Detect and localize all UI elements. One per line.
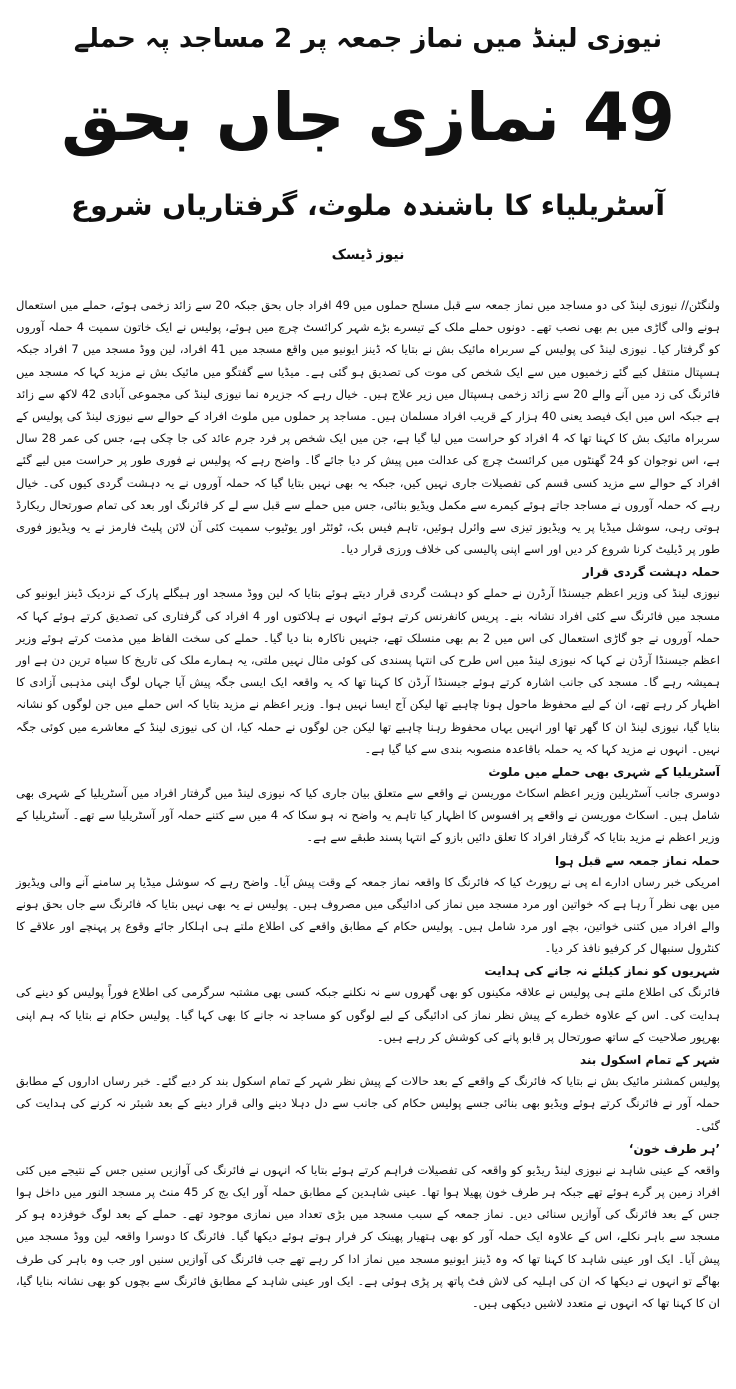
article-body: [16, 294, 720, 1314]
article-paragraph-2: نیوزی لینڈ کی وزیر اعظم جیسنڈا آرڈرن نے حملے کو دہشت گردی قرار دیتے ہوئے بتایا کہ لین ووڈ مسجد اور ہیگلے پارک کے نزدیک ڈینز ایونیو کی مسجد میں فائرنگ سے کئی افراد نشانہ بنے۔ پریس کانفرنس کرتے ہوئے انہوں نے ہلاکتوں اور 4 افراد کی گرفتاری کی تصدیق کرتے ہوئے کہا کہ حملہ آوروں نے جو گاڑی استعمال کی اس میں 2 بم بھی منسلک تھے، جنہیں ناکارہ بنا دیا گیا۔ حملے کی سخت الفاظ میں مذمت کرتے ہوئے وزیر اعظم جیسنڈا آرڈن نے کہا کہ نیوزی لینڈ میں اس طرح کی انتہا پسندی کی کوئی مثال نہیں ملتی، یہ ہمارے ملک کی تاریخ کا سیاہ ترین دن ہے اور ہمیشہ رہے گا۔ مسجد کی جانب اشارہ کرتے ہوئے جیسنڈا آرڈن کا کہنا تھا کہ یہ واقعہ ایک ایسی جگہ پیش آیا جہاں لوگ اپنی مذہبی آزادی کا اظہار کر رہے تھے، ان کے لیے محفوظ ماحول ہونا چاہیے تھا لیکن آج ایسا نہیں ہوا۔ وزیر اعظم نے مزید بتایا کہ اس حملے میں جن لوگوں کو نشانہ بنایا گیا، نیوزی لینڈ ان کا گھر تھا اور انہیں یہاں محفوظ رہنا چاہیے تھا لیکن جن لوگوں نے حملہ کیا، ان کی نیوزی لینڈ کے معاشرے میں کوئی جگہ نہیں۔ انہوں نے مزید کہا کہ یہ حملہ باقاعدہ منصوبہ بندی سے کیا گیا ہے۔: [16, 586, 720, 756]
article-paragraph-5: فائرنگ کی اطلاع ملتے ہی پولیس نے علاقہ مکینوں کو بھی گھروں سے نہ نکلنے جبکہ کسی بھی مشتبہ سرگرمی کی اطلاع فوراً پولیس کو دینے کی ہدایت کی۔ اس کے علاوہ خطرے کے پیش نظر نماز کی ادائیگی کے لیے لوگوں کو مساجد نہ جانے کا بھی کہا گیا۔ پولیس حکام نے بتایا کہ ہم اپنی بھرپور صلاحیت کے ساتھ صورتحال پر قابو پانے کی کوشش کر رہے ہیں۔: [16, 985, 720, 1044]
kicker-headline: نیوزی لینڈ میں نماز جمعہ پر 2 مساجد پہ حملے: [73, 24, 663, 54]
section-heading-friday-prayer: حملہ نماز جمعہ سے قبل ہوا: [555, 853, 720, 868]
article-paragraph-6: پولیس کمشنر مائیک بش نے بتایا کہ فائرنگ کے واقعے کے بعد حالات کے پیش نظر شہر کے تمام اسکول بند کر دیے گئے۔ خبر رساں اداروں کے مطابق حملہ آور نے فائرنگ کرتے ہوئے ویڈیو بھی بنائی جسے پولیس حکام کی جانب سے دل دہلا دینے والی قرار دینے کے بعد شیئر نہ کرنے کی ہدایت کی گئی۔: [16, 1074, 720, 1133]
main-headline: 49 نمازی جاں بحق: [61, 79, 675, 156]
sub-headline: آسٹریلیاء کا باشندہ ملوث، گرفتاریاں شروع: [71, 189, 665, 222]
article-paragraph-7: واقعہ کے عینی شاہد نے نیوزی لینڈ ریڈیو کو واقعہ کی تفصیلات فراہم کرتے ہوئے بتایا کہ انہوں نے فائرنگ کی آوازیں سنیں جس کے نتیجے میں کئی افراد زمین پر گرے ہوئے تھے جبکہ ہر طرف خون پھیلا ہوا تھا۔ عینی شاہدین کے مطابق حملہ آور ایک بج کر 45 منٹ پر مسجد النور میں داخل ہوا جس کے بعد فائرنگ کی آوازیں سنائی دیں۔ نماز جمعہ کے سبب مسجد میں بڑی تعداد میں نمازی موجود تھے۔ حملے کے بعد لوگ خوفزدہ ہو کر مسجد سے باہر نکلے، اس کے علاوہ ایک حملہ آور کو بھی ہتھیار پھینک کر فرار ہوتے ہوئے دیکھا گیا۔ فائرنگ کا دوسرا واقعہ لین ووڈ مسجد میں پیش آیا۔ ایک اور عینی شاہد کا کہنا تھا کہ وہ ڈینز ایونیو مسجد میں نماز ادا کر رہے تھے جب فائرنگ کی آوازیں سنیں اور جب وہ باہر کی طرف بھاگے تو انہوں نے دیکھا کہ ان کی اہلیہ کی لاش فٹ پاتھ پر پڑی ہوئی ہے۔ ایک اور عینی شاہد کے مطابق فائرنگ سے بچوں کو بھی نشانہ بنایا گیا، ان کا کہنا تھا کہ انہوں نے متعدد لاشیں دیکھی ہیں۔: [16, 1162, 720, 1310]
byline: نیوز ڈیسک: [331, 247, 405, 263]
section-heading-schools-closed: شہر کے تمام اسکول بند: [579, 1053, 720, 1068]
article-paragraph-1: ولنگٹن// نیوزی لینڈ کی دو مساجد میں نماز جمعہ سے قبل مسلح حملوں میں 49 افراد جاں بحق جبکہ 20 سے زائد زخمی ہوئے، حملے میں استعمال ہونے والی گاڑی میں بم بھی نصب تھے۔ دونوں حملے ملک کے تیسرے بڑے شہر کرائسٹ چرچ میں ہوئے، پولیس نے ایک خاتون سمیت 4 حملہ آوروں کو گرفتار کیا۔ نیوزی لینڈ کی پولیس کے سربراہ مائیک بش نے بتایا کہ ڈینز ایونیو میں واقع مسجد میں 41 افراد، لین ووڈ مسجد میں 7 افراد جبکہ ہسپتال منتقل کیے گئے زخمیوں میں سے ایک شخص کی موت کی تصدیق ہو گئی ہے۔ میڈیا سے گفتگو میں مائیک بش نے مزید کہا کہ مسجد میں فائرنگ کی زد میں آنے والے 20 سے زائد زخمی ہسپتال میں زیر علاج ہیں۔ خیال رہے کہ جزیرہ نما نیوزی لینڈ کی مجموعی آبادی 42 لاکھ سے زائد ہے جبکہ اس میں ایک فیصد یعنی 40 ہزار کے قریب افراد مسلمان ہیں۔ مساجد پر حملوں میں ملوث افراد کے حوالے سے نیوزی لینڈ کی پولیس کے سربراہ مائیک بش کا کہنا تھا کہ 4 افراد کو حراست میں لیا گیا ہے، جن میں ایک شخص پر فرد جرم عائد کی جا چکی ہے، جس کی عمر 28 سال ہے، اس نوجوان کو 24 گھنٹوں میں کرائسٹ چرچ کی عدالت میں پیش کر دیا جائے گا۔ واضح رہے کہ پولیس نے فوری طور پر حراست میں لیے گئے افراد کے حوالے سے مزید کسی قسم کی تفصیلات جاری نہیں کیں، جبکہ یہ بھی نہیں بتایا گیا کہ حملہ آوروں نے یہ دہشت گردی کیوں کی۔ خیال رہے کہ حملہ آوروں نے مساجد جاتے ہوئے کیمرے سے مکمل ویڈیو بنائی، جس میں حملے سے قبل سے لے کر فائرنگ اور بعد کی تمام صورتحال ریکارڈ ہوتی رہی، سوشل میڈیا پر یہ ویڈیوز تیزی سے وائرل ہوئیں، تاہم فیس بک، ٹوئٹر اور یوٹیوب سمیت کئی آن لائن پلیٹ فارمز نے یہ ویڈیوز فوری طور پر ڈیلیٹ کرنا شروع کر دیں اور اسے اپنی پالیسی کی خلاف ورزی قرار دیا۔: [16, 298, 720, 557]
section-heading-citizens-advice: شہریوں کو نماز کیلئے نہ جانے کی ہدایت: [484, 964, 720, 979]
section-heading-terrorism: حملہ دہشت گردی قرار: [582, 565, 720, 580]
article-paragraph-3: دوسری جانب آسٹریلین وزیر اعظم اسکاٹ موریسن نے واقعے سے متعلق بیان جاری کیا کہ نیوزی لینڈ میں گرفتار افراد میں آسٹریلیا کے شہری بھی شامل ہیں۔ اسکاٹ موریسن نے واقعے پر افسوس کا اظہار کیا تاہم یہ واضح نہ ہو سکا کہ 4 میں سے کتنے حملہ آور آسٹریلیا سے تھے۔ آسٹریلیا کے وزیر اعظم نے مزید بتایا کہ گرفتار افراد کا تعلق دائیں بازو کے انتہا پسند طبقے سے ہے۔: [16, 786, 720, 845]
section-heading-australians: آسٹریلیا کے شہری بھی حملے میں ملوث: [488, 765, 720, 780]
section-heading-blood-everywhere: ’ہر طرف خون‘: [628, 1141, 720, 1156]
article-paragraph-4: امریکی خبر رساں ادارے اے پی نے رپورٹ کیا کہ فائرنگ کا واقعہ نماز جمعہ کے وقت پیش آیا۔ واضح رہے کہ سوشل میڈیا پر سامنے آنے والی ویڈیوز میں بھی نظر آ رہا ہے کہ خواتین اور مرد مسجد میں نماز کی ادائیگی میں مصروف ہیں۔ پولیس نے یہ بھی نہیں بتایا کہ فائرنگ سے جاں بحق ہونے والے افراد میں کتنی خواتین، بچے اور مرد شامل ہیں۔ پولیس حکام کے مطابق واقعے کی اطلاع ملتے ہی اہلکار جائے وقوع پر پہنچے اور علاقے کا کنٹرول سنبھال کر کرفیو نافذ کر دیا۔: [16, 874, 720, 956]
